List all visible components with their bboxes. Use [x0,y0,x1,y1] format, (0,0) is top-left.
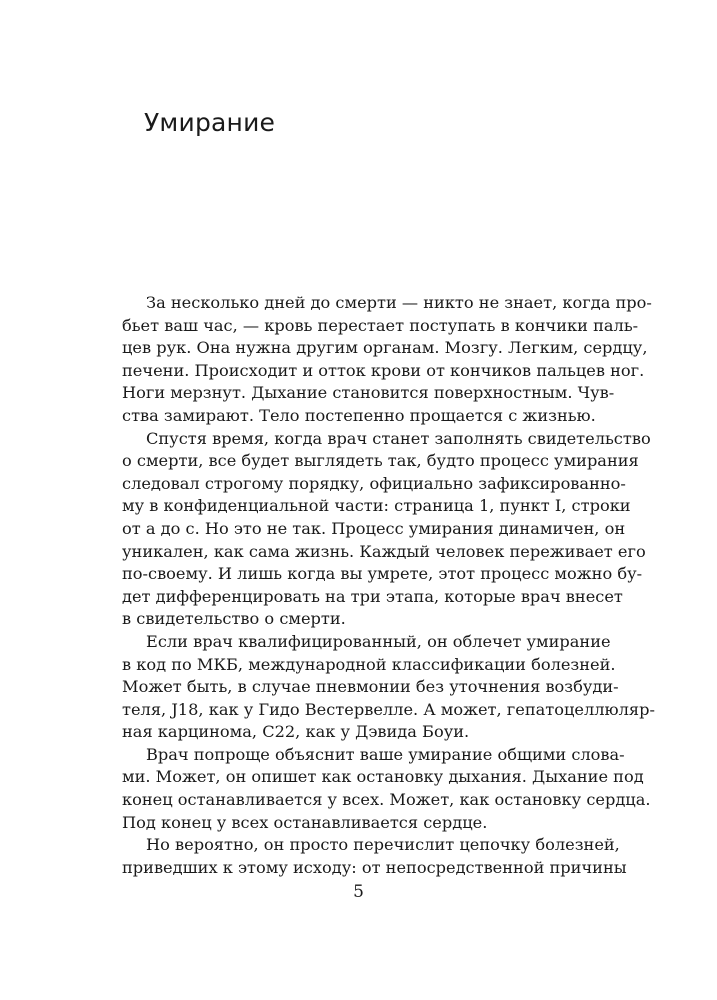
text-line: следовал строгому порядку, официально зафиксированно- [122,473,626,493]
text-line: по-своему. И лишь когда вы умрете, этот процесс можно бу- [122,564,643,584]
text-line: бьет ваш час, — кровь перестает поступать в кончики паль- [122,315,639,335]
text-line: ми. Может, он опишет как остановку дыхания. Дыхание под [122,767,644,787]
text-line: уникален, как сама жизнь. Каждый человек переживает его [122,541,646,561]
text-line: о смерти, все будет выглядеть так, будто процесс умирания [122,451,639,471]
text-line: дет дифференцировать на три этапа, которые врач внесет [122,586,623,606]
text-line: Но вероятно, он просто перечислит цепочку болезней, [146,835,620,855]
text-line: Под конец у всех останавливается сердце. [122,812,488,832]
text-line: Спустя время, когда врач станет заполнять свидетельство [146,428,651,448]
text-line: от а до с. Но это не так. Процесс умирания динамичен, он [122,518,626,538]
text-line: в код по МКБ, международной классификации болезней. [122,654,616,674]
text-line: Может быть, в случае пневмонии без уточнения возбуди- [122,677,619,697]
text-line: За несколько дней до смерти — никто не знает, когда про- [146,293,652,312]
text-line: Если врач квалифицированный, он облечет умирание [146,631,611,651]
text-line: теля, J18, как у Гидо Вестервелле. А может, гепатоцеллюляр- [122,699,655,719]
text-line: цев рук. Она нужна другим органам. Мозгу. Легким, сердцу, [122,338,648,358]
page-number: 5 [353,882,364,902]
body-text [122,292,655,879]
text-line: печени. Происходит и отток крови от кончиков пальцев ног. [122,360,645,380]
text-line: Ноги мерзнут. Дыхание становится поверхностным. Чув- [122,383,615,403]
chapter-title: Умирание [144,108,276,137]
text-line: приведших к этому исходу: от непосредственной причины [122,857,627,877]
text-line: ная карцинома, С22, как у Дэвида Боуи. [122,722,470,742]
text-line: му в конфиденциальной части: страница 1, пункт I, строки [122,496,631,516]
text-line: конец останавливается у всех. Может, как остановку сердца. [122,790,651,810]
text-line: Врач попроще объяснит ваше умирание общими слова- [146,744,625,764]
text-line: ства замирают. Тело постепенно прощается с жизнью. [122,405,596,425]
text-line: в свидетельство о смерти. [122,609,346,629]
